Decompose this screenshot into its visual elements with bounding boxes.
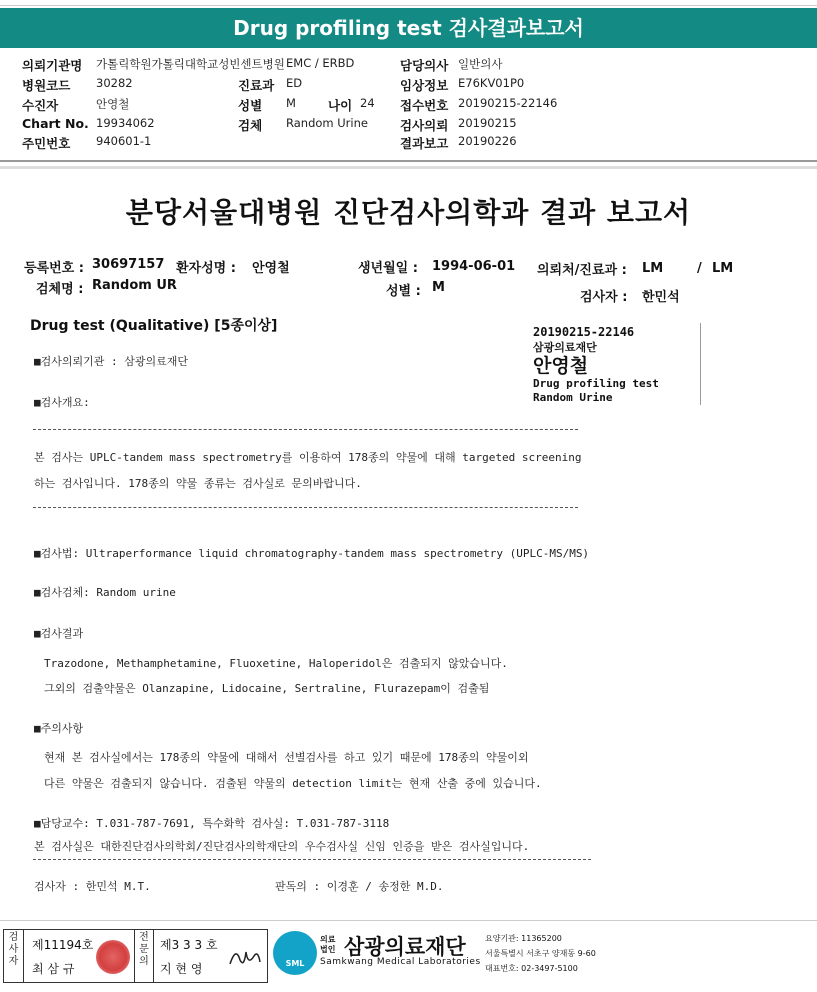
report-line: 다른 약물은 검출되지 않습니다. 검출된 약물의 detection limit는 현재 산출 중에 있습니다. <box>44 777 542 790</box>
stamp-org: 삼광의료재단 <box>533 341 597 354</box>
stamp-id: 20190215-22146 <box>533 325 635 339</box>
patient-value: 안영철 <box>252 261 290 276</box>
report-line: ■검사결과 <box>34 627 84 640</box>
specialist-license: 제3 3 3 호 <box>160 938 218 952</box>
examiner-label: 검사자 : <box>580 290 628 305</box>
report-line: 본 검사는 UPLC-tandem mass spectrometry를 이용하여 178종의 약물에 대해 targeted screening <box>34 451 582 464</box>
dob-value: 1994-06-01 <box>432 259 516 274</box>
header-value: Random Urine <box>286 116 368 130</box>
header-row <box>0 116 817 136</box>
header-key: 성별 <box>238 98 263 113</box>
header-value: 24 <box>360 96 375 110</box>
sex-value: M <box>432 280 445 295</box>
org-name: 삼광의료재단 <box>344 935 466 959</box>
org-address: 서울특별시 서초구 양재동 9-60 <box>485 949 596 958</box>
report-line: ■검사검체: Random urine <box>34 586 176 599</box>
header-key: 주민번호 <box>22 136 71 151</box>
patient-label: 환자성명 : <box>176 261 236 276</box>
header-value: E76KV01P0 <box>458 76 525 90</box>
header-key: Chart No. <box>22 116 89 131</box>
specialist-vertical-label: 전문의 <box>134 930 154 982</box>
signature-box <box>3 929 268 983</box>
stamp-specimen: Random Urine <box>533 391 613 404</box>
header-key: 담당의사 <box>400 58 449 73</box>
examiner-vertical-label: 검사자 <box>4 930 24 982</box>
divider <box>33 429 578 430</box>
report-line: 그외의 검출약물은 Olanzapine, Lidocaine, Sertraline, Flurazepam이 검출됨 <box>44 682 490 695</box>
report-line: 하는 검사입니다. 178종의 약물 종류는 검사실로 문의바랍니다. <box>34 477 362 490</box>
header-value: ED <box>286 76 303 90</box>
seal-icon <box>96 940 130 974</box>
top-border <box>0 0 817 6</box>
reg-value: 30697157 <box>92 257 165 272</box>
header-value: 안영철 <box>96 97 130 111</box>
dept-label: 의뢰처/진료과 : <box>537 263 627 278</box>
header-value: 30282 <box>96 76 133 90</box>
header-row <box>0 76 817 96</box>
header-key: 진료과 <box>238 78 275 93</box>
report-line: ■검사법: Ultraperformance liquid chromatography-tandem mass spectrometry (UPLC-MS/MS) <box>34 547 590 560</box>
header-value: 20190226 <box>458 134 517 148</box>
dept-value: LM <box>712 261 734 276</box>
specimen-label: 검체명 : <box>36 282 84 297</box>
header-key: 검사의뢰 <box>400 118 449 133</box>
reg-label: 등록번호 : <box>24 261 84 276</box>
report-title: 분당서울대병원 진단검사의학과 결과 보고서 <box>125 196 692 229</box>
sex-label: 성별 : <box>386 284 421 299</box>
page-title: Drug profiling test 검사결과보고서 <box>0 8 817 48</box>
report-line: 판독의 : 이경훈 / 송정한 M.D. <box>275 880 444 893</box>
report-line: ■주의사항 <box>34 722 84 735</box>
report-line: Trazodone, Methamphetamine, Fluoxetine, Haloperidol은 검출되지 않았습니다. <box>44 657 508 670</box>
header-value: M <box>286 96 296 110</box>
sml-logo-icon <box>273 931 317 975</box>
org-type <box>320 935 335 955</box>
header-value: 20190215-22146 <box>458 96 558 110</box>
header-row <box>0 134 817 154</box>
org-type-line: 의료 <box>320 935 336 944</box>
org-english-name: Samkwang Medical Laboratories <box>320 957 481 967</box>
report-line: 현재 본 검사실에서는 178종의 약물에 대해서 선별검사를 하고 있기 때문에 178종의 약물이외 <box>44 751 529 764</box>
specimen-stamp <box>528 323 701 405</box>
header-info <box>0 52 817 162</box>
logo-text: SML <box>285 959 305 968</box>
stamp-name: 안영철 <box>533 355 589 377</box>
report-sheet <box>0 166 817 920</box>
report-line: 본 검사실은 대한진단검사의학회/진단검사의학재단의 우수검사실 신임 인증을 받은 검사실입니다. <box>34 840 530 853</box>
header-key: 수진자 <box>22 98 59 113</box>
org-code: 요양기관: 11365200 <box>485 934 562 943</box>
specialist-name: 지 현 영 <box>160 962 203 976</box>
header-value: 가톨릭학원가톨릭대학교성빈센트병원 <box>96 57 285 71</box>
report-line: ■담당교수: T.031-787-7691, 특수화학 검사실: T.031-787-3118 <box>34 817 390 830</box>
header-key: 의뢰기관명 <box>22 58 83 73</box>
header-key: 검체 <box>238 118 263 133</box>
header-row <box>0 56 817 76</box>
signature-icon <box>226 942 264 972</box>
dept-separator: / <box>697 261 702 276</box>
header-row <box>0 96 817 116</box>
header-value: 일반의사 <box>458 57 503 71</box>
dept-value: LM <box>642 261 664 276</box>
header-key: 임상정보 <box>400 78 449 93</box>
examiner-name: 최 삼 규 <box>32 962 75 976</box>
examiner-license: 제11194호 <box>32 938 94 952</box>
header-key: 병원코드 <box>22 78 71 93</box>
report-line: ■검사개요: <box>34 396 90 409</box>
header-value: 19934062 <box>96 116 155 130</box>
stamp-test: Drug profiling test <box>533 377 659 390</box>
header-key: 접수번호 <box>400 98 449 113</box>
dob-label: 생년월일 : <box>358 261 418 276</box>
org-phone: 대표번호: 02-3497-5100 <box>485 964 578 973</box>
header-key: 결과보고 <box>400 136 449 151</box>
header-value: EMC / ERBD <box>286 56 355 70</box>
header-value: 20190215 <box>458 116 517 130</box>
divider <box>33 859 591 860</box>
examiner-value: 한민석 <box>642 290 680 305</box>
footer <box>0 920 817 992</box>
section-title: Drug test (Qualitative) [5종이상] <box>30 318 278 334</box>
divider <box>33 507 578 508</box>
report-line: ■검사의뢰기관 : 삼광의료재단 <box>34 355 189 368</box>
specimen-value: Random UR <box>92 278 177 293</box>
header-key: 나이 <box>328 98 353 113</box>
header-value: 940601-1 <box>96 134 152 148</box>
org-type-line: 법인 <box>320 945 336 954</box>
report-line: 검사자 : 한민석 M.T. <box>34 880 151 893</box>
